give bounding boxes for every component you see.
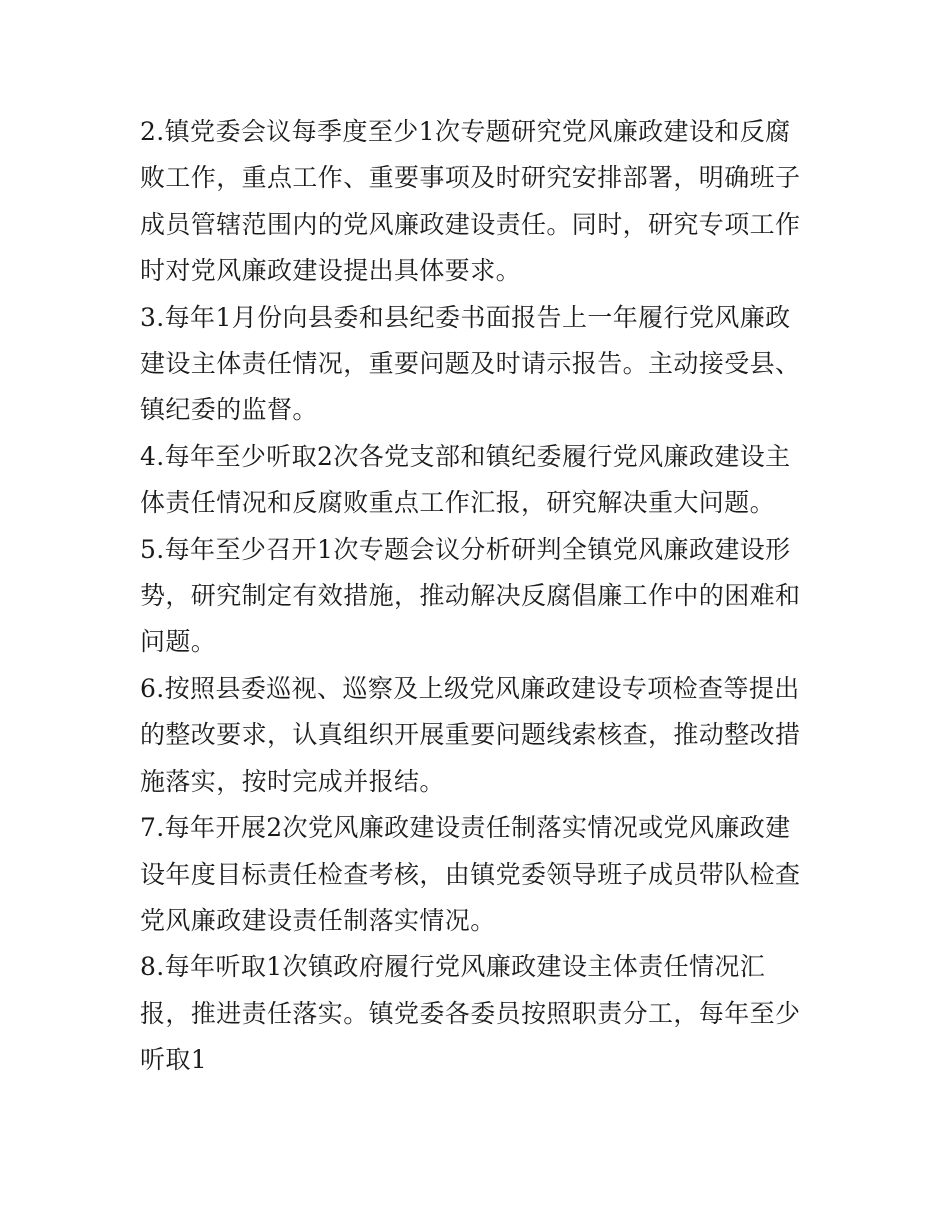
- paragraph-item-6: 6.按照县委巡视、巡察及上级党风廉政建设专项检查等提出的整改要求，认真组织开展重要问题线索核查，推动整改措施落实，按时完成并报结。: [140, 673, 801, 796]
- paragraph-item-5: 5.每年至少召开1次专题会议分析研判全镇党风廉政建设形势，研究制定有效措施，推动解决反腐倡廉工作中的困难和问题。: [140, 534, 801, 657]
- paragraph-item-8: 8.每年听取1次镇政府履行党风廉政建设主体责任情况汇报，推进责任落实。镇党委各委员按照职责分工，每年至少听取1: [140, 952, 801, 1075]
- paragraph-item-2: 2.镇党委会议每季度至少1次专题研究党风廉政建设和反腐败工作，重点工作、重要事项及时研究安排部署，明确班子成员管辖范围内的党风廉政建设责任。同时，研究专项工作时对党风廉政建设提出具体要求。: [140, 117, 801, 286]
- document-body: [140, 109, 812, 1084]
- paragraph-item-7: 7.每年开展2次党风廉政建设责任制落实情况或党风廉政建设年度目标责任检查考核，由镇党委领导班子成员带队检查党风廉政建设责任制落实情况。: [140, 813, 801, 935]
- paragraph-item-4: 4.每年至少听取2次各党支部和镇纪委履行党风廉政建设主体责任情况和反腐败重点工作汇报，研究解决重大问题。: [140, 441, 791, 518]
- paragraph-item-3: 3.每年1月份向县委和县纪委书面报告上一年履行党风廉政建设主体责任情况，重要问题及时请示报告。主动接受县、镇纪委的监督。: [140, 302, 801, 425]
